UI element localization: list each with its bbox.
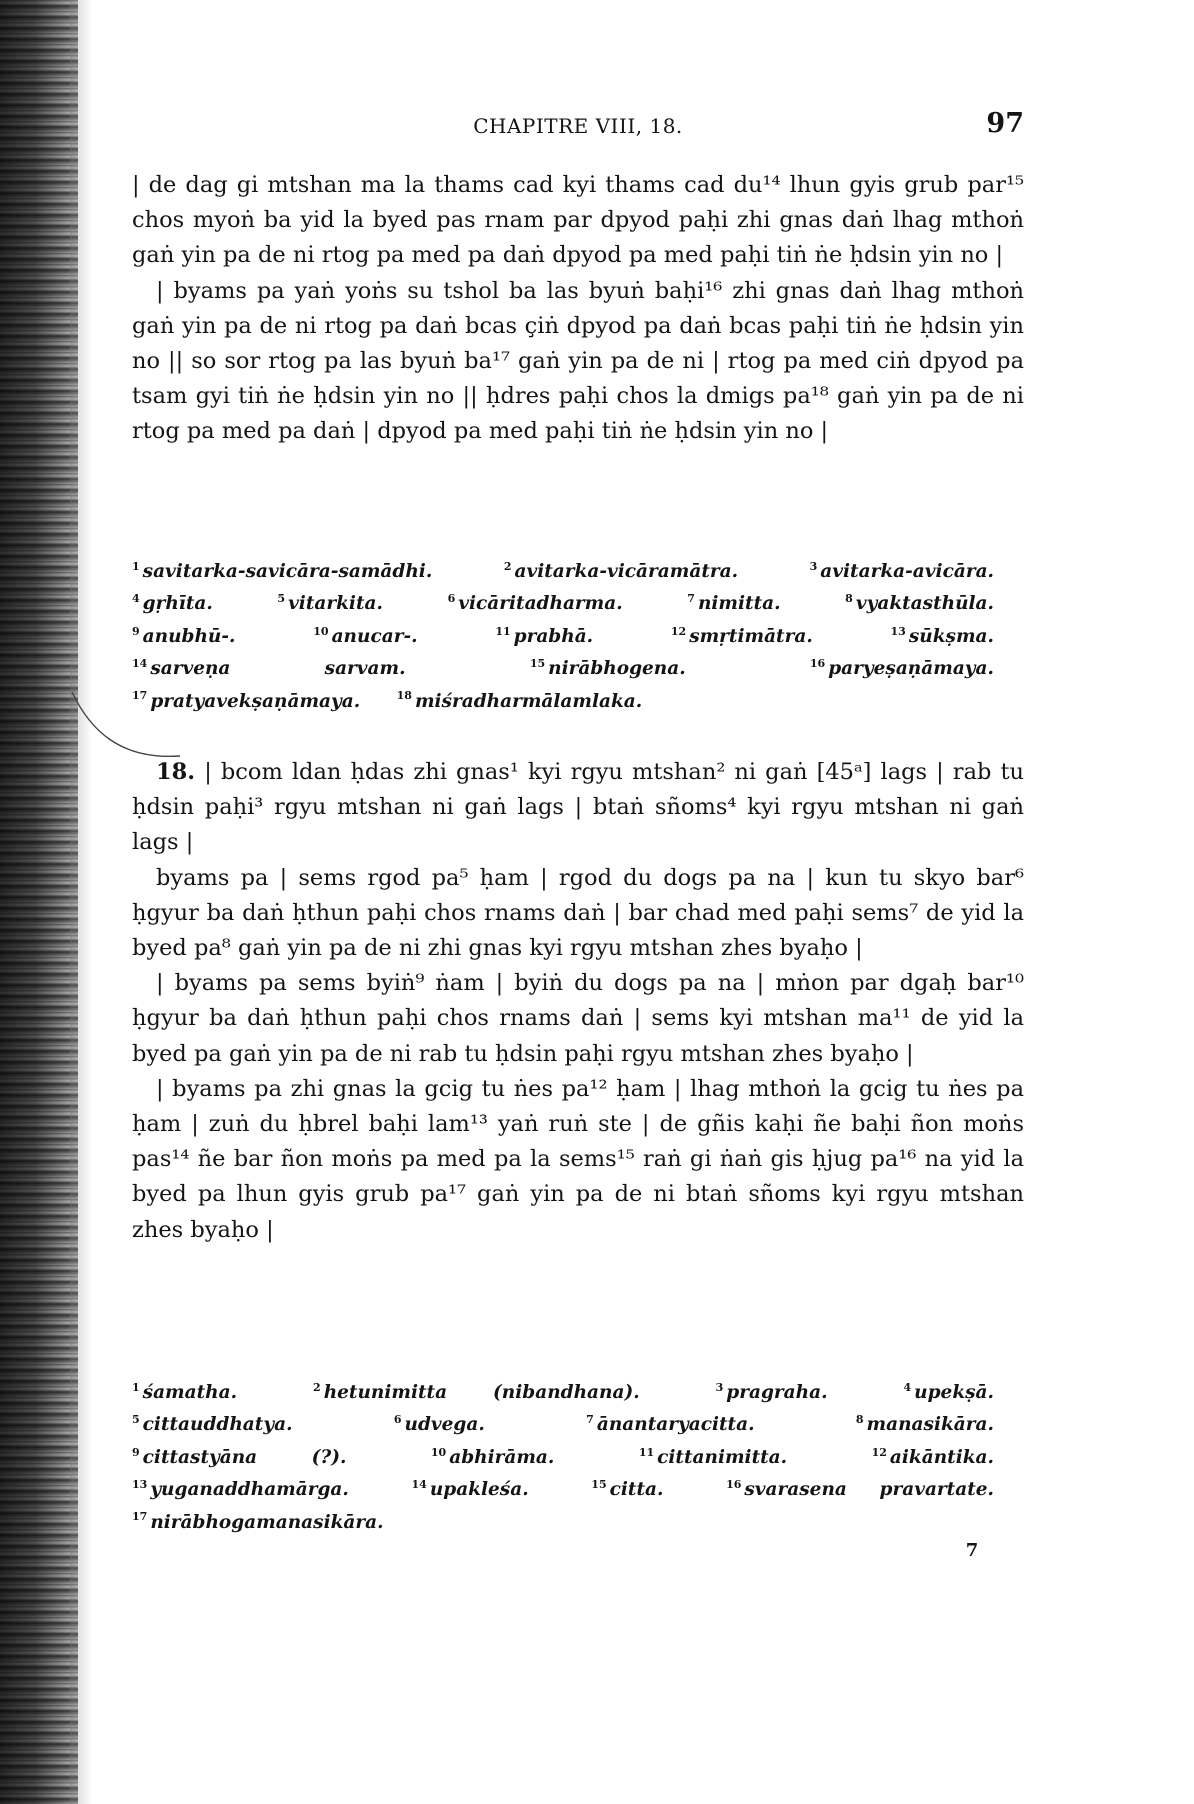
footnote-number: 8 bbox=[855, 1413, 864, 1427]
footnote bbox=[132, 1414, 293, 1435]
footnote bbox=[313, 626, 417, 647]
footnote bbox=[845, 593, 994, 614]
footnote bbox=[397, 691, 643, 712]
footnote-text: pratyavekṣaṇāmaya. bbox=[150, 690, 361, 712]
footnote-text: vitarkita. bbox=[288, 593, 383, 615]
footnote-text: yuganaddhamārga. bbox=[150, 1479, 349, 1501]
footnote bbox=[810, 561, 994, 582]
footnote-number: 13 bbox=[132, 1478, 148, 1492]
footnote-number: 14 bbox=[411, 1478, 427, 1492]
footnote-number: 16 bbox=[726, 1478, 742, 1492]
signature-mark: 7 bbox=[965, 1540, 979, 1561]
footnotes-top bbox=[132, 556, 1024, 718]
footnote-text: gṛhīta. bbox=[142, 593, 213, 615]
footnote-number: 7 bbox=[586, 1413, 594, 1427]
footnote-number: 10 bbox=[430, 1445, 447, 1459]
footnote-text: cittanimitta. bbox=[657, 1446, 788, 1468]
footnote bbox=[639, 1447, 787, 1468]
paragraph: | de dag gi mtshan ma la thams cad kyi thams cad du¹⁴ lhun gyis grub par¹⁵ chos myoṅ ba yid la byed pas rnam par dpyod paḥi zhi gnas daṅ lhag mthoṅ gaṅ yin pa de ni rtog pa med pa daṅ dpyod pa med paḥi tiṅ ṅe ḥdsin yin no | bbox=[132, 172, 1024, 269]
footnotes-bottom bbox=[132, 1377, 1024, 1539]
footnote-text: manasikāra. bbox=[866, 1414, 994, 1436]
footnote-number: 11 bbox=[638, 1445, 655, 1459]
footnote-number: 12 bbox=[871, 1445, 887, 1459]
paragraph: byams pa | sems rgod pa⁵ ḥam | rgod du dogs pa na | kun tu skyo bar⁶ ḥgyur ba daṅ ḥthun paḥi chos rnams daṅ | bar chad med paḥi sems⁷ de yid la byed pa⁸ gaṅ yin pa de ni zhi gnas kyi rgyu mtshan zhes byaḥo | bbox=[132, 864, 1024, 962]
footnote-number: 2 bbox=[313, 1380, 321, 1394]
footnote bbox=[726, 1479, 994, 1500]
footnote-text: nimitta. bbox=[697, 593, 781, 615]
footnote-text: vyaktasthūla. bbox=[855, 593, 994, 615]
footnote bbox=[313, 1382, 640, 1403]
footnote-number: 3 bbox=[809, 559, 818, 573]
footnote-number: 9 bbox=[132, 624, 140, 638]
scan-binding-shadow bbox=[0, 0, 78, 1804]
footnote-text: anucar-. bbox=[331, 625, 418, 647]
footnote-number: 5 bbox=[132, 1413, 140, 1427]
footnote-number: 16 bbox=[809, 657, 826, 671]
page-number: 97 bbox=[986, 108, 1024, 139]
paragraph: | byams pa yaṅ yoṅs su tshol ba las byuṅ baḥi¹⁶ zhi gnas daṅ lhag mthoṅ gaṅ yin pa de ni rtog pa daṅ bcas çiṅ dpyod pa daṅ bcas paḥi tiṅ ṅe ḥdsin yin no || so sor rtog pa las byuṅ ba¹⁷ gaṅ yin pa de ni | rtog pa med ciṅ dpyod pa tsam gyi tiṅ ṅe ḥdsin yin no || ḥdres paḥi chos la dmigs pa¹⁸ gaṅ yin pa de ni rtog pa med pa daṅ | dpyod pa med paḥi tiṅ ṅe ḥdsin yin no | bbox=[132, 277, 1024, 445]
paragraph: | byams pa sems byiṅ⁹ ṅam | byiṅ du dogs pa na | mṅon par dgaḥ bar¹⁰ ḥgyur ba daṅ ḥthun paḥi chos rnams daṅ | sems kyi mtshan ma¹¹ de yid la byed pa gaṅ yin pa de ni rab tu ḥdsin paḥi rgyu mtshan zhes byaḥo | bbox=[132, 970, 1024, 1067]
footnote-text: avitarka-avicāra. bbox=[820, 561, 994, 582]
footnote-number: 17 bbox=[132, 689, 148, 703]
text-block-section-18 bbox=[132, 755, 1024, 1248]
footnote-text: citta. bbox=[609, 1479, 664, 1501]
footnote-number: 15 bbox=[591, 1478, 607, 1492]
footnote bbox=[671, 626, 813, 647]
footnote-text: cittauddhatya. bbox=[142, 1414, 293, 1436]
paragraph: | byams pa zhi gnas la gcig tu ṅes pa¹² ḥam | lhag mthoṅ la gcig tu ṅes pa ḥam | zuṅ du ḥbrel baḥi lam¹³ yaṅ ruṅ ste | de gñis kaḥi ñe baḥi ñon moṅs pas¹⁴ ñe bar ñon moṅs pa med pa la sems¹⁵ raṅ gi ṅaṅ gis ḥjug pa¹⁶ na yid la byed pa lhun gyis grub pa¹⁷ gaṅ yin pa de ni btaṅ sñoms kyi rgyu mtshan zhes byaḥo | bbox=[132, 1075, 1024, 1243]
footnote-text: prabhā. bbox=[513, 625, 594, 647]
footnote-number: 12 bbox=[670, 624, 687, 638]
footnote-text: aikāntika. bbox=[889, 1446, 994, 1468]
footnote-text: abhirāma. bbox=[449, 1446, 555, 1468]
footnote bbox=[810, 658, 994, 679]
footnote-text: udvega. bbox=[404, 1414, 485, 1436]
footnote-text: miśradharmālamlaka. bbox=[414, 690, 643, 712]
footnote-number: 13 bbox=[890, 624, 906, 638]
footnote-number: 2 bbox=[503, 559, 512, 573]
footnote bbox=[132, 1512, 384, 1533]
paragraph: | bcom ldan ḥdas zhi gnas¹ kyi rgyu mtshan² ni gaṅ [45ᵃ] lags | rab tu ḥdsin paḥi³ rgyu mtshan ni gaṅ lags | btaṅ sñoms⁴ kyi rgyu mtshan ni gaṅ lags | bbox=[132, 759, 1024, 856]
footnote-number: 10 bbox=[313, 624, 329, 638]
footnote bbox=[132, 1479, 349, 1500]
footnote-text: savitarka-savicāra-samādhi. bbox=[142, 561, 433, 582]
footnote-text: nirābhogena. bbox=[548, 658, 686, 680]
footnote-text: vicāritadharma. bbox=[458, 593, 623, 615]
footnote bbox=[591, 1479, 663, 1500]
footnote-number: 9 bbox=[132, 1445, 140, 1459]
footnote bbox=[394, 1414, 485, 1435]
footnote bbox=[687, 593, 780, 614]
footnote bbox=[132, 1447, 346, 1468]
footnote-text: nirābhogamanasikāra. bbox=[150, 1511, 384, 1533]
footnote-text: sarveṇa sarvam. bbox=[150, 658, 406, 680]
footnote-number: 4 bbox=[903, 1380, 912, 1394]
footnote-number: 5 bbox=[277, 592, 286, 606]
section-number: 18. bbox=[156, 759, 196, 785]
footnote-text: paryeṣaṇāmaya. bbox=[828, 658, 994, 680]
footnote-text: upakleśa. bbox=[429, 1479, 529, 1501]
footnote bbox=[132, 561, 432, 582]
footnote bbox=[904, 1382, 994, 1403]
text-block-top bbox=[132, 168, 1024, 450]
footnote-text: cittastyāna (?). bbox=[142, 1446, 347, 1468]
footnote-number: 1 bbox=[132, 559, 140, 573]
footnote bbox=[132, 626, 236, 647]
footnote-number: 6 bbox=[447, 592, 456, 606]
footnote bbox=[412, 1479, 529, 1500]
footnote-number: 7 bbox=[687, 592, 695, 606]
footnote bbox=[495, 626, 593, 647]
footnote-text: svarasena pravartate. bbox=[744, 1479, 994, 1501]
footnote bbox=[448, 593, 623, 614]
footnote bbox=[132, 1382, 237, 1403]
footnote bbox=[277, 593, 383, 614]
footnote-text: sūkṣma. bbox=[908, 625, 994, 647]
footnote-number: 3 bbox=[715, 1380, 724, 1394]
footnote-number: 11 bbox=[495, 624, 511, 638]
footnote bbox=[431, 1447, 554, 1468]
footnote-text: ānantaryacitta. bbox=[596, 1414, 755, 1436]
footnote bbox=[530, 658, 686, 679]
footnote-text: hetunimitta (nibandhana). bbox=[323, 1382, 640, 1403]
footnote bbox=[891, 626, 994, 647]
footnote-number: 14 bbox=[132, 657, 148, 671]
running-title: CHAPITRE VIII, 18. bbox=[473, 114, 683, 138]
footnote-text: upekṣā. bbox=[914, 1382, 994, 1403]
footnote-number: 18 bbox=[396, 689, 412, 703]
page-header bbox=[132, 108, 1024, 148]
footnote-number: 15 bbox=[529, 657, 546, 671]
footnote-number: 4 bbox=[132, 592, 140, 606]
footnote-text: pragraha. bbox=[726, 1382, 828, 1403]
footnote-text: śamatha. bbox=[142, 1382, 238, 1403]
footnote bbox=[586, 1414, 754, 1435]
footnote bbox=[132, 658, 406, 679]
footnote bbox=[716, 1382, 828, 1403]
footnote-number: 6 bbox=[393, 1413, 402, 1427]
footnote bbox=[504, 561, 738, 582]
footnote-number: 17 bbox=[132, 1510, 148, 1524]
footnote-text: anubhū-. bbox=[142, 625, 236, 647]
footnote bbox=[872, 1447, 994, 1468]
footnote bbox=[132, 691, 360, 712]
footnote-text: smṛtimātra. bbox=[689, 625, 813, 647]
footnote-number: 8 bbox=[845, 592, 853, 606]
footnote-number: 1 bbox=[132, 1380, 140, 1394]
footnote bbox=[132, 593, 213, 614]
footnote-text: avitarka-vicāramātra. bbox=[514, 561, 739, 582]
footnote bbox=[856, 1414, 994, 1435]
